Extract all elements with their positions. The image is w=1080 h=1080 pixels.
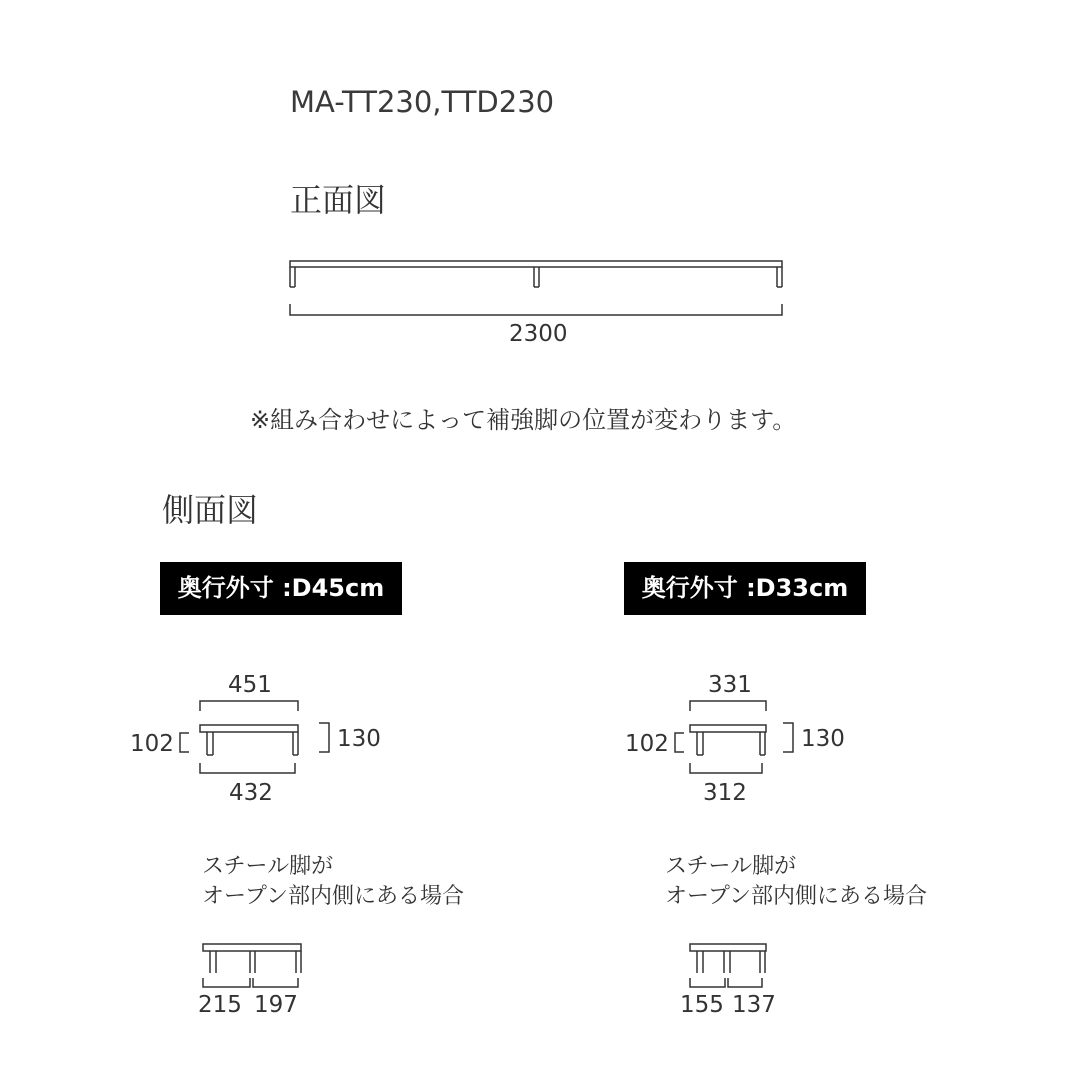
d45-bottom-width: 432: [229, 780, 273, 806]
d33-bottom-width: 312: [703, 780, 747, 806]
side-view-d33-table: [675, 701, 793, 773]
d45-case-line2: オープン部内側にある場合: [202, 884, 465, 909]
side-view-title: 側面図: [162, 491, 259, 529]
depth-badge-d45: 奥行外寸 :D45cm: [160, 562, 402, 615]
d45-inner-right: 197: [254, 992, 298, 1018]
d33-right-height: 130: [801, 726, 845, 752]
d45-case-caption: [202, 852, 464, 912]
side-view-d33-inner-table: [690, 944, 766, 987]
d45-inner-left: 215: [198, 992, 242, 1018]
d33-inner-left: 155: [680, 992, 724, 1018]
leg-position-note: ※組み合わせによって補強脚の位置が変わります。: [250, 406, 797, 434]
d33-case-line1: スチール脚が: [665, 854, 797, 879]
side-view-d45-table: [180, 701, 329, 773]
d33-case-caption: [665, 852, 927, 912]
d33-top-width: 331: [708, 672, 752, 698]
front-width-label: 2300: [509, 321, 568, 347]
d33-left-height: 102: [625, 731, 669, 757]
side-view-d45-inner-table: [203, 944, 301, 987]
front-width-dimension-line: [290, 304, 782, 315]
d33-inner-right: 137: [732, 992, 776, 1018]
d45-case-line1: スチール脚が: [202, 854, 334, 879]
front-view-table: [290, 261, 782, 287]
front-view-title: 正面図: [290, 181, 387, 219]
d45-left-height: 102: [130, 731, 174, 757]
d33-case-line2: オープン部内側にある場合: [665, 884, 928, 909]
depth-badge-d33: 奥行外寸 :D33cm: [624, 562, 866, 615]
d45-top-width: 451: [228, 672, 272, 698]
d45-right-height: 130: [337, 726, 381, 752]
model-number: MA-TT230,TTD230: [290, 85, 555, 119]
